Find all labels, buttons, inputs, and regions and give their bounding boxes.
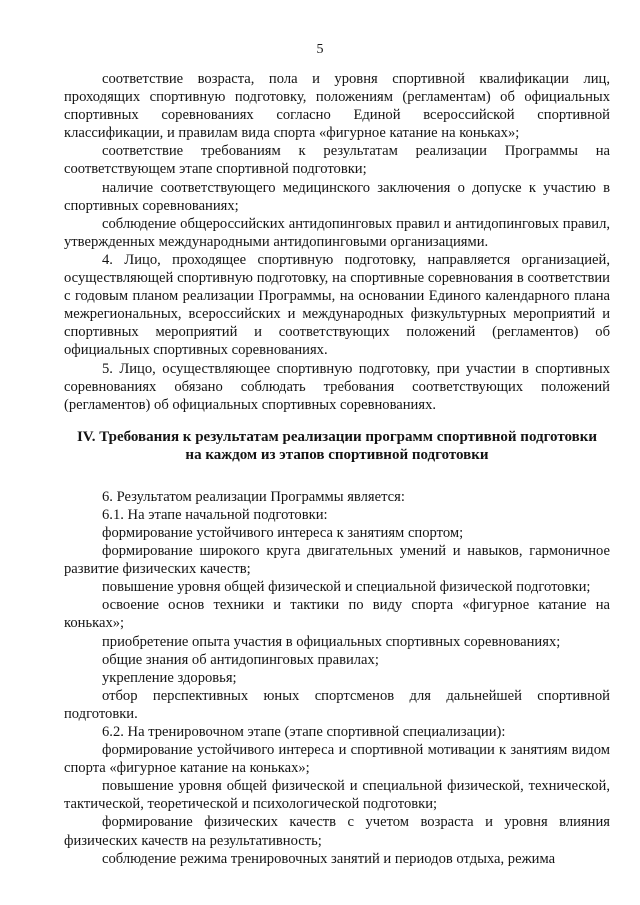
list-item: соблюдение режима тренировочных занятий и периодов отдыха, режима bbox=[102, 850, 556, 867]
list-item: формирование широкого круга двигательных умений и навыков, гармоничное развитие физических качеств; bbox=[64, 543, 610, 578]
paragraph: 6. Результатом реализации Программы является: bbox=[102, 488, 405, 505]
section-heading-line: IV. Требования к результатам реализации программ спортивной подготовки bbox=[76, 428, 598, 445]
list-item: освоение основ техники и тактики по виду спорта «фигурное катание на коньках»; bbox=[64, 597, 610, 632]
page-number: 5 bbox=[316, 42, 324, 57]
paragraph: 6.1. На этапе начальной подготовки: bbox=[102, 506, 328, 523]
paragraph: соответствие возраста, пола и уровня спортивной квалификации лиц, проходящих спортивную подготовку, положениям (регламентам) об официальных спортивных соревнованиях согласно Единой всероссийской спортивной классификации, и правилам вида спорта «фигурное катание на коньках»; bbox=[64, 71, 610, 142]
section-heading bbox=[64, 428, 610, 464]
list-item: формирование устойчивого интереса к занятиям спортом; bbox=[102, 524, 464, 541]
spacer bbox=[64, 476, 610, 488]
list-item: формирование устойчивого интереса и спортивной мотивации к занятиям видом спорта «фигурное катание на коньках»; bbox=[64, 742, 610, 777]
paragraph: соблюдение общероссийских антидопинговых правил и антидопинговых правил, утвержденных международными антидопинговыми организациями. bbox=[64, 215, 610, 250]
list-item: укрепление здоровья; bbox=[102, 669, 237, 686]
paragraph: 6.2. На тренировочном этапе (этапе спортивной специализации): bbox=[102, 724, 506, 740]
paragraph: наличие соответствующего медицинского заключения о допуске к участию в спортивных соревнованиях; bbox=[64, 179, 610, 214]
list-item: отбор перспективных юных спортсменов для дальнейшей спортивной подготовки. bbox=[64, 687, 610, 722]
document-body bbox=[64, 70, 610, 868]
list-item: повышение уровня общей физической и специальной физической подготовки; bbox=[102, 579, 591, 596]
list-item: общие знания об антидопинговых правилах; bbox=[102, 651, 379, 668]
paragraph: 5. Лицо, осуществляющее спортивную подготовку, при участии в спортивных соревнованиях обязано соблюдать требования соответствующих положений (регламентов) об официальных спортивных соревнованиях. bbox=[64, 360, 610, 413]
list-item: повышение уровня общей физической и специальной физической, технической, тактической, теоретической и психологической подготовки; bbox=[64, 778, 610, 813]
list-item: приобретение опыта участия в официальных спортивных соревнованиях; bbox=[102, 633, 561, 650]
paragraph: соответствие требованиям к результатам реализации Программы на соответствующем этапе спортивной подготовки; bbox=[64, 143, 610, 178]
paragraph: 4. Лицо, проходящее спортивную подготовку, направляется организацией, осуществляющей спортивную подготовку, на спортивные соревнования в соответствии с годовым планом реализации Программы, на основании Единого календарного плана межрегиональных, всероссийских и международных физкультурных мероприятий и спортивных мероприятий и соответствующих положений (регламентов) об официальных спортивных соревнованиях. bbox=[64, 251, 610, 359]
section-heading-line: на каждом из этапов спортивной подготовки bbox=[185, 446, 489, 463]
list-item: формирование физических качеств с учетом возраста и уровня влияния физических качеств на результативность; bbox=[64, 814, 610, 849]
